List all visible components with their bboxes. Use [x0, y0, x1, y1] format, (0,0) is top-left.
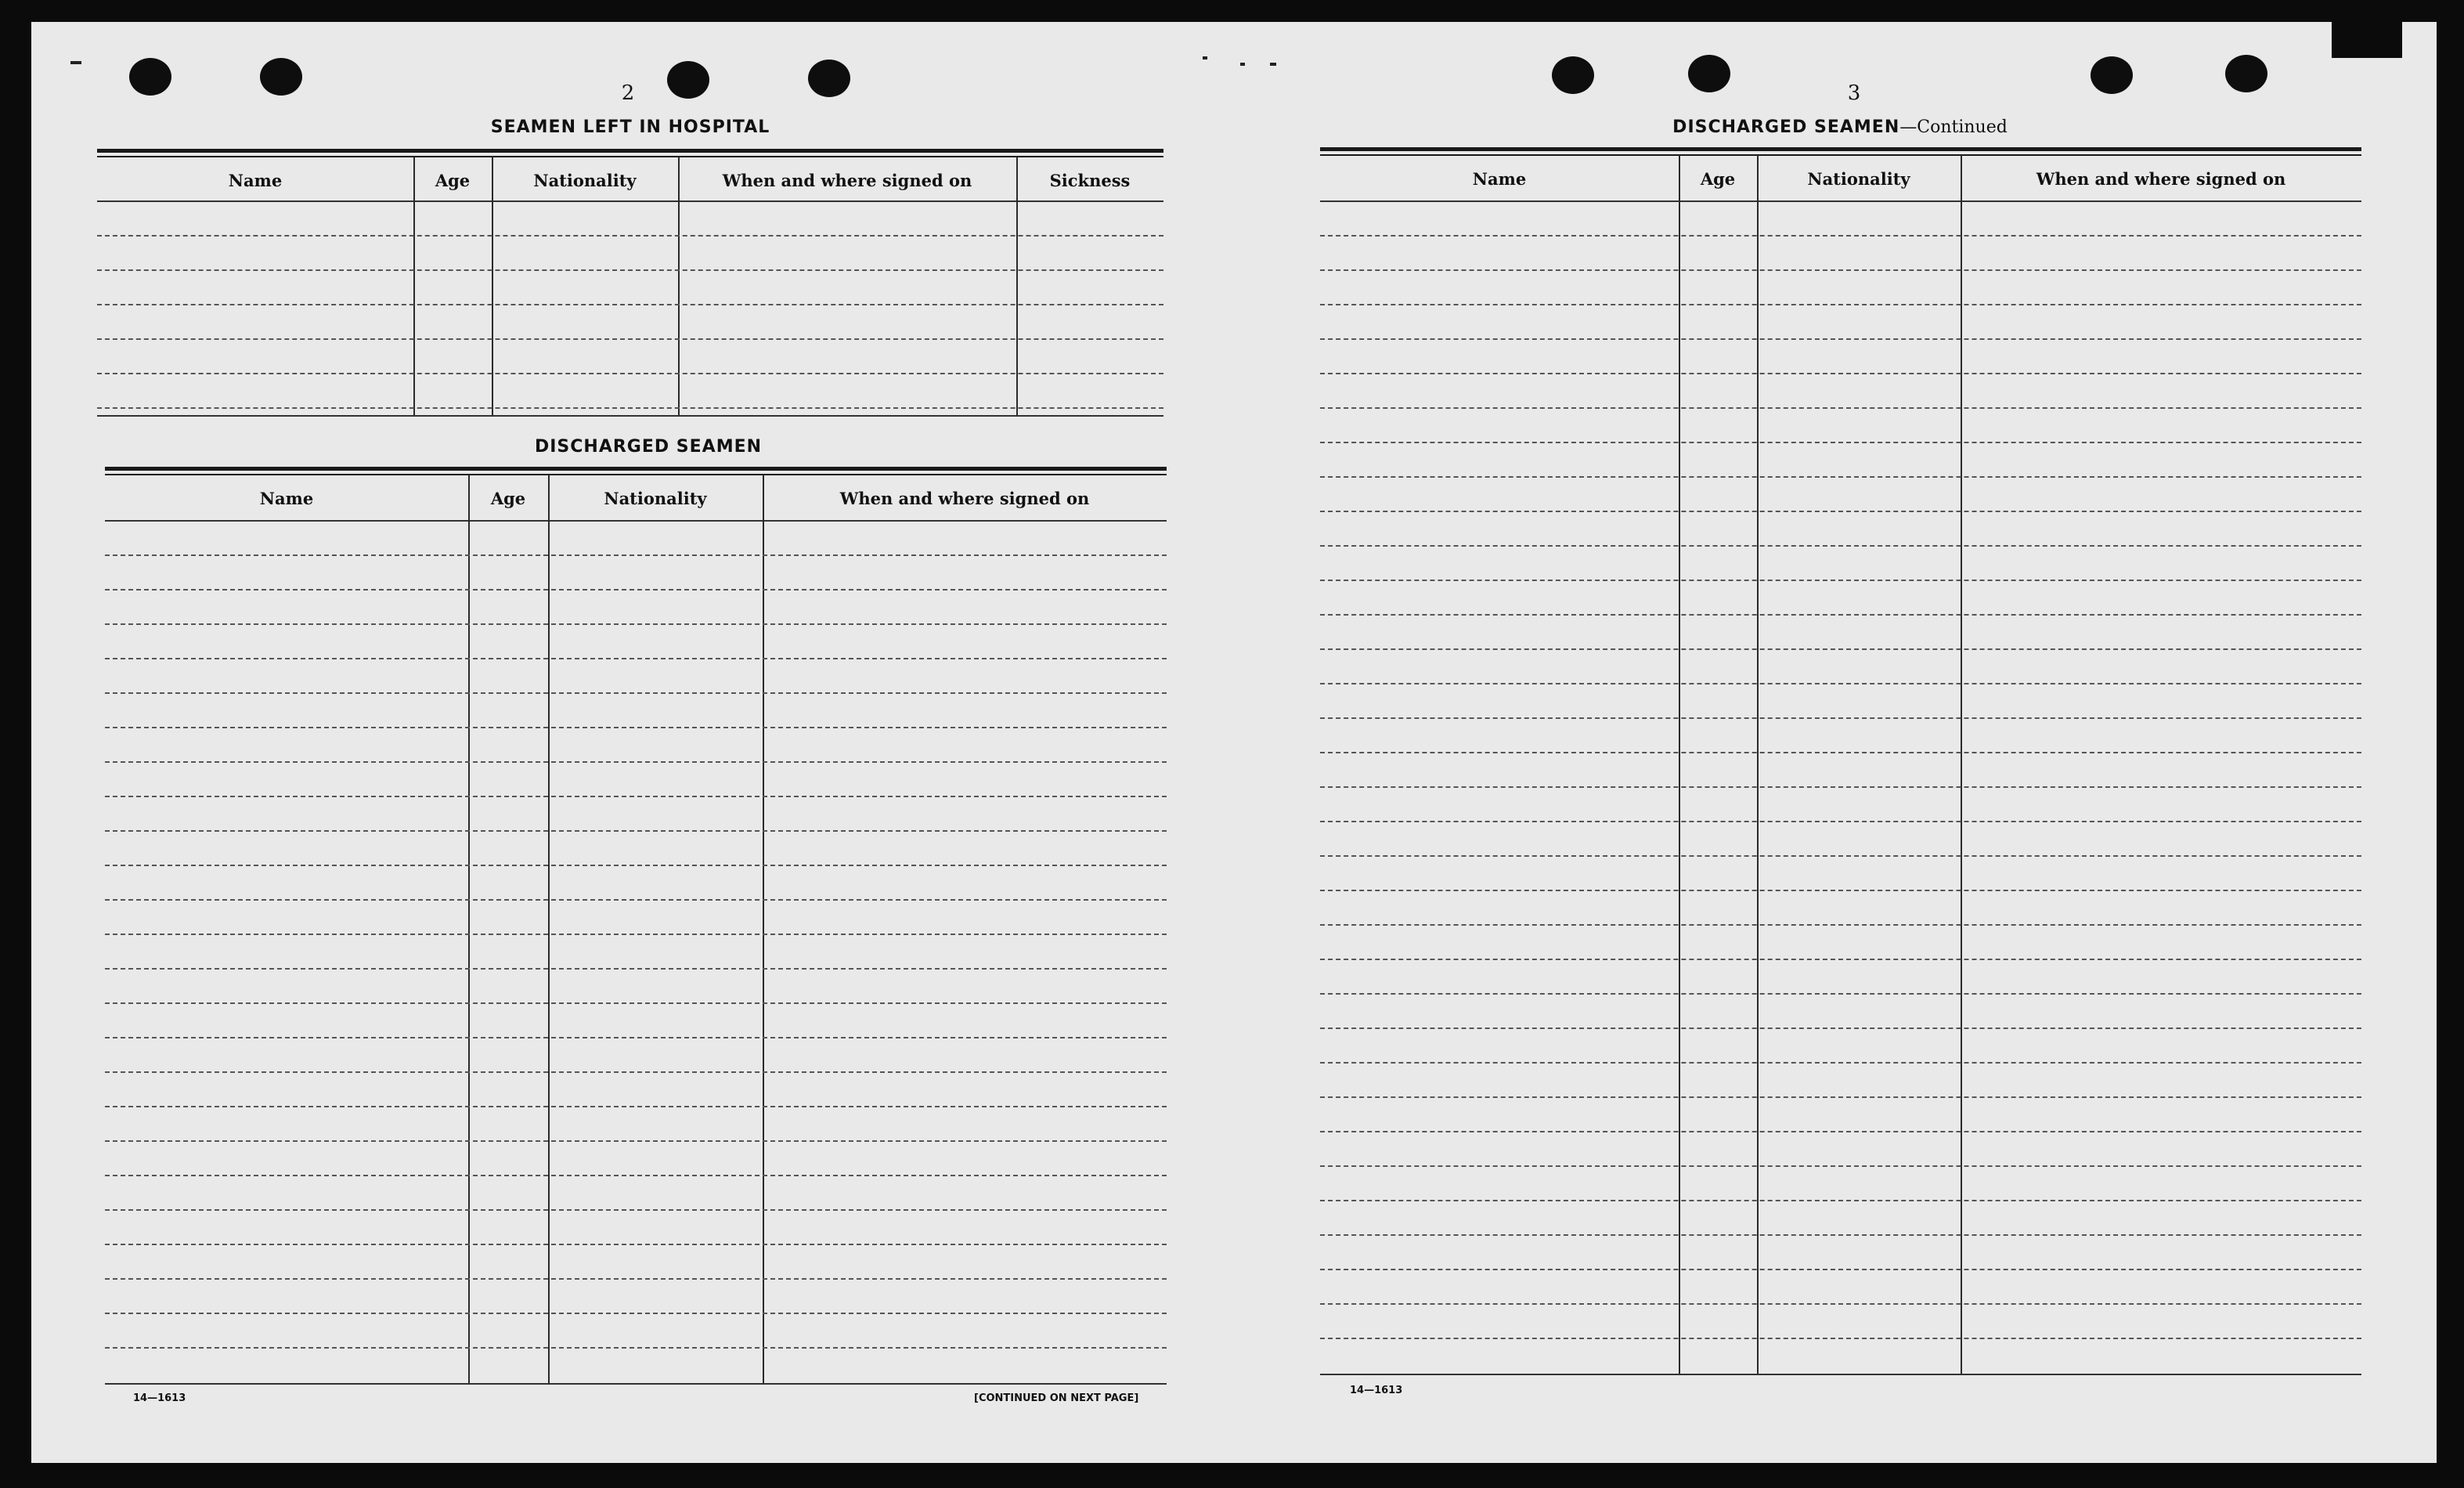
table-bottom-rule: [105, 1383, 1167, 1385]
row-line: [105, 761, 1167, 763]
row-line: [105, 623, 1167, 625]
punch-hole: [2091, 56, 2133, 94]
continued-section-title-main: DISCHARGED SEAMEN: [1672, 117, 1900, 137]
table-header-rule: [105, 520, 1167, 522]
row-line: [105, 1002, 1167, 1004]
column-header: Nationality: [1807, 169, 1910, 189]
row-line: [105, 727, 1167, 728]
scan-mark: [1240, 63, 1245, 66]
row-line: [97, 338, 1163, 340]
row-line: [1320, 648, 2361, 650]
table-top-rule-thin: [105, 474, 1167, 475]
row-line: [1320, 786, 2361, 788]
table-top-rule-thin: [1320, 154, 2361, 156]
punch-hole: [129, 58, 171, 96]
column-divider: [763, 475, 764, 1383]
discharged-section-title: DISCHARGED SEAMEN: [534, 437, 763, 457]
row-line: [97, 269, 1163, 271]
row-line: [1320, 1200, 2361, 1201]
row-line: [1320, 993, 2361, 995]
row-line: [97, 407, 1163, 409]
form-number-right: 14—1613: [1350, 1385, 1403, 1396]
column-header: Name: [228, 171, 283, 190]
row-line: [105, 1244, 1167, 1245]
punch-hole: [260, 58, 302, 96]
punch-hole: [2225, 55, 2267, 92]
row-line: [105, 589, 1167, 591]
column-header: Name: [259, 489, 314, 508]
column-header: Age: [490, 489, 526, 508]
table-bottom-rule: [1320, 1374, 2361, 1375]
row-line: [105, 554, 1167, 556]
row-line: [1320, 752, 2361, 753]
row-line: [105, 1140, 1167, 1142]
row-line: [1320, 407, 2361, 409]
column-header: When and where signed on: [839, 489, 1090, 508]
row-line: [105, 1175, 1167, 1176]
continued-note: [CONTINUED ON NEXT PAGE]: [974, 1392, 1139, 1404]
column-header: Nationality: [604, 489, 707, 508]
row-line: [1320, 338, 2361, 340]
document-sheet: [31, 22, 2437, 1463]
row-line: [1320, 1062, 2361, 1064]
column-divider: [1016, 157, 1018, 415]
row-line: [1320, 614, 2361, 616]
row-line: [105, 796, 1167, 797]
row-line: [1320, 269, 2361, 271]
row-line: [1320, 1269, 2361, 1270]
continued-section-title: [1672, 117, 2008, 137]
row-line: [105, 1037, 1167, 1038]
row-line: [1320, 1303, 2361, 1305]
row-line: [105, 830, 1167, 832]
row-line: [1320, 304, 2361, 305]
column-header: Nationality: [533, 171, 637, 190]
row-line: [105, 1106, 1167, 1107]
row-line: [1320, 855, 2361, 857]
row-line: [105, 968, 1167, 970]
scan-mark: [1203, 56, 1207, 60]
form-number-left: 14—1613: [133, 1392, 186, 1404]
row-line: [105, 899, 1167, 901]
column-header: Sickness: [1049, 171, 1131, 190]
row-line: [1320, 1096, 2361, 1098]
page-number-right: 3: [1847, 81, 1861, 105]
punch-hole: [1552, 56, 1594, 94]
row-line: [105, 865, 1167, 866]
punch-hole: [1688, 55, 1730, 92]
row-line: [1320, 476, 2361, 478]
table-top-rule: [105, 467, 1167, 471]
scan-mark: [70, 61, 81, 64]
row-line: [1320, 821, 2361, 822]
column-divider: [548, 475, 550, 1383]
table-bottom-rule: [97, 415, 1163, 417]
row-line: [105, 692, 1167, 694]
row-line: [1320, 717, 2361, 719]
table-header-rule: [1320, 200, 2361, 202]
row-line: [1320, 683, 2361, 684]
row-line: [1320, 373, 2361, 374]
table-header-rule: [97, 200, 1163, 202]
column-divider: [492, 157, 493, 415]
row-line: [1320, 1338, 2361, 1339]
row-line: [1320, 890, 2361, 891]
row-line: [1320, 1028, 2361, 1029]
row-line: [1320, 1165, 2361, 1167]
column-divider: [678, 157, 680, 415]
hospital-section-title: SEAMEN LEFT IN HOSPITAL: [490, 117, 770, 137]
punch-hole: [667, 61, 709, 99]
row-line: [1320, 442, 2361, 443]
row-line: [1320, 235, 2361, 237]
column-header: When and where signed on: [2036, 169, 2286, 189]
row-line: [1320, 580, 2361, 581]
punch-hole: [808, 60, 850, 97]
column-header: Age: [435, 171, 471, 190]
row-line: [1320, 1234, 2361, 1236]
page-number-left: 2: [621, 81, 635, 105]
row-line: [1320, 511, 2361, 512]
scan-mark: [1270, 63, 1276, 66]
table-top-rule-thin: [97, 156, 1163, 157]
row-line: [105, 1313, 1167, 1314]
row-line: [1320, 1131, 2361, 1132]
table-top-rule: [97, 149, 1163, 153]
row-line: [97, 304, 1163, 305]
row-line: [105, 1209, 1167, 1211]
corner-tab: [2332, 22, 2402, 58]
column-header: Age: [1700, 169, 1736, 189]
row-line: [105, 1347, 1167, 1349]
row-line: [97, 373, 1163, 374]
row-line: [1320, 924, 2361, 926]
column-divider: [413, 157, 415, 415]
column-header: Name: [1472, 169, 1527, 189]
row-line: [1320, 545, 2361, 547]
column-divider: [468, 475, 470, 1383]
row-line: [105, 1278, 1167, 1280]
row-line: [97, 235, 1163, 237]
row-line: [1320, 959, 2361, 960]
row-line: [105, 934, 1167, 935]
row-line: [105, 658, 1167, 659]
table-top-rule: [1320, 147, 2361, 151]
column-header: When and where signed on: [722, 171, 972, 190]
row-line: [105, 1071, 1167, 1073]
continued-section-title-suffix: —Continued: [1899, 117, 2008, 137]
